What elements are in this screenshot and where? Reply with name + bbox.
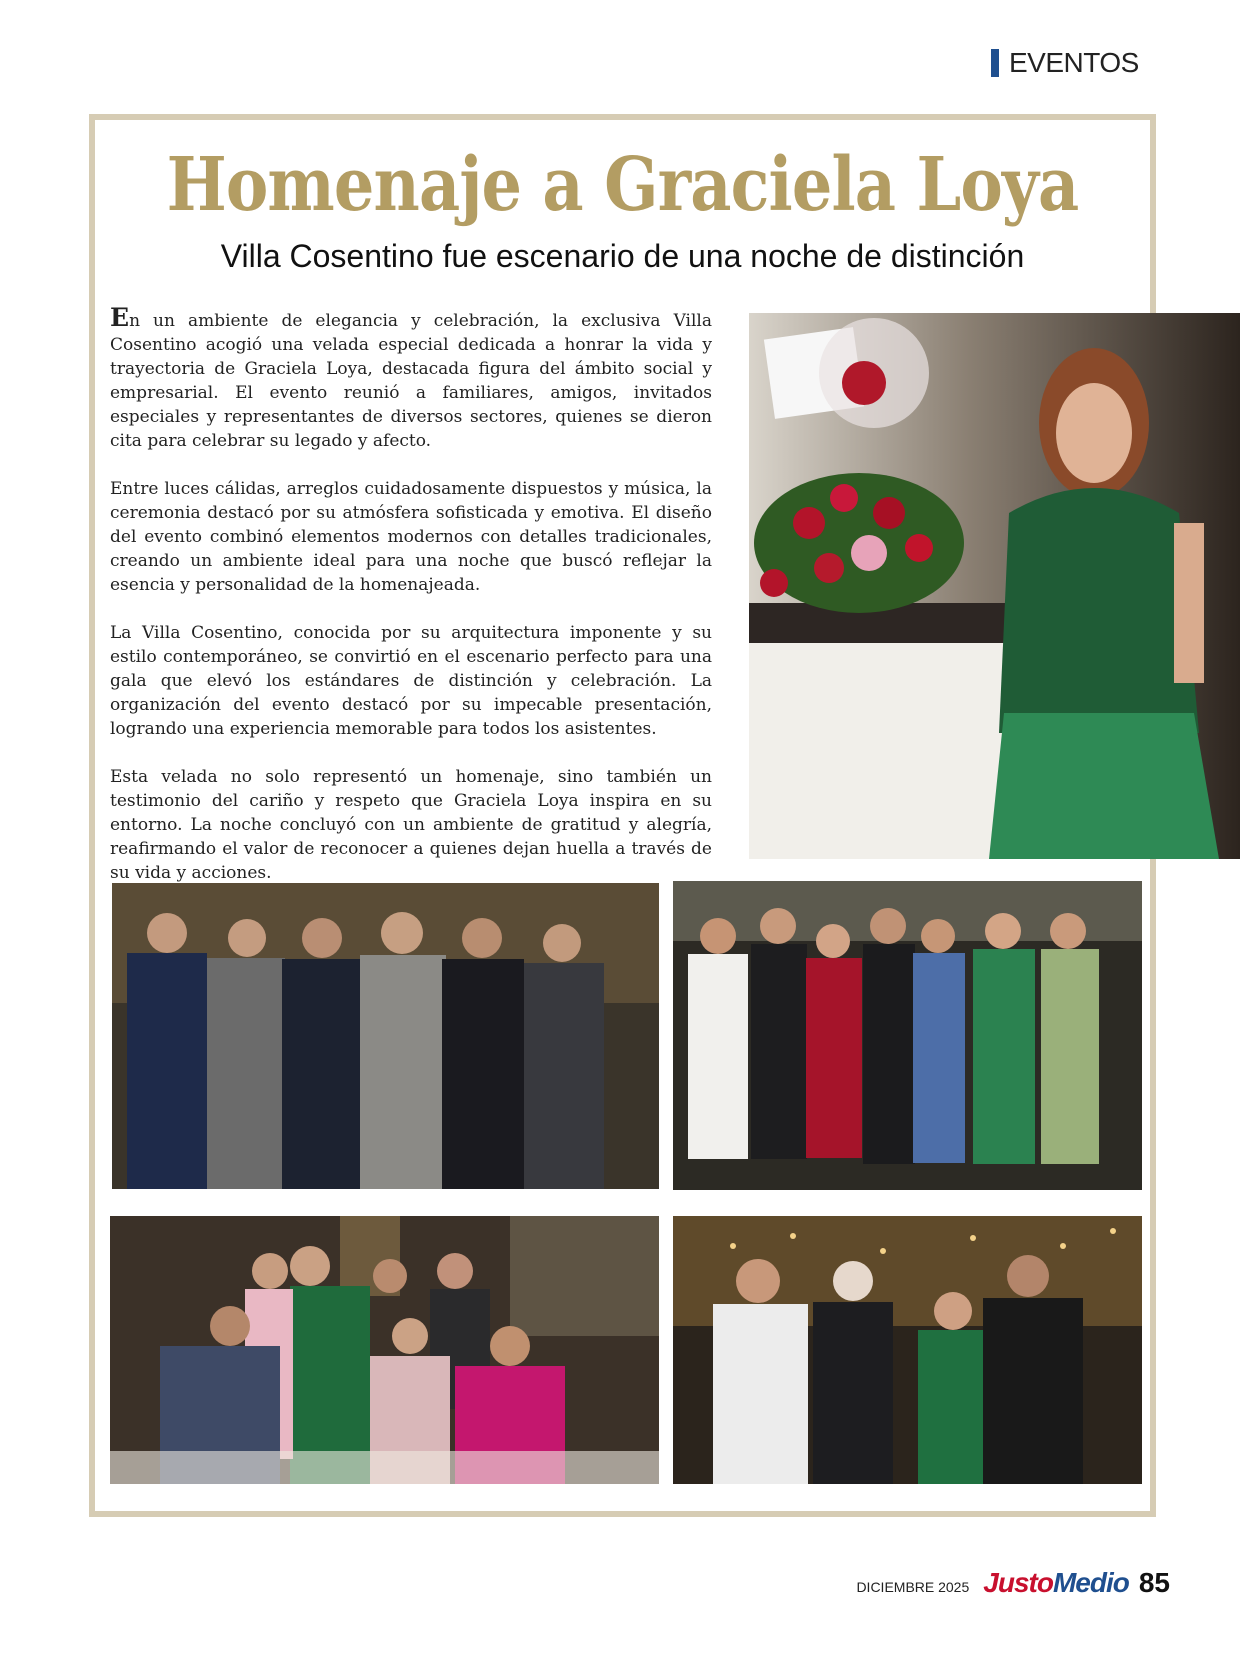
photo-honoree-portrait: [749, 313, 1240, 859]
page-footer: [856, 1567, 1170, 1599]
paragraph-1: [110, 303, 712, 453]
paragraph-4: Esta velada no solo representó un homenaje, sino también un testimonio del cariño y respeto que Graciela Loya inspira en su entorno. La noche concluyó con un ambiente de gratitud y alegría, reafirmando el valor de reconocer a quienes dejan huella a través de su vida y acciones.: [110, 767, 712, 883]
drop-cap: E: [110, 303, 130, 332]
logo-part-medio: Medio: [1052, 1567, 1129, 1598]
magazine-logo: [983, 1567, 1129, 1599]
paragraph-1-text: n un ambiente de elegancia y celebración, la exclusiva Villa Cosentino acogió una velada especial dedicada a honrar la vida y trayectoria de Graciela Loya, destacada figura del ámbito social y empresarial. El evento reunió a familiares, amigos, invitados especiales y representantes de diversos sectores, quienes se dieron cita para celebrar su legado y afecto.: [110, 311, 712, 451]
photo-group-men: [112, 883, 659, 1189]
paragraph-2: Entre luces cálidas, arreglos cuidadosamente dispuestos y música, la ceremonia destacó por su atmósfera sofisticada y emotiva. El diseño del evento combinó elementos modernos con detalles tradicionales, creando un ambiente ideal para una noche que buscó reflejar la esencia y personalidad de la homenajeada.: [110, 479, 712, 595]
section-tag: [991, 48, 1139, 78]
photo-toast: [673, 1216, 1142, 1484]
photo-group-women: [673, 881, 1142, 1190]
section-accent-bar: [991, 49, 999, 77]
article-subtitle: Villa Cosentino fue escenario de una noche de distinción: [220, 238, 1025, 274]
paragraph-3: La Villa Cosentino, conocida por su arquitectura imponente y su estilo contemporáneo, se convirtió en el escenario perfecto para una gala que elevó los estándares de distinción y celebración. La organización del evento destacó por su impecable presentación, logrando una experiencia memorable para todos los asistentes.: [110, 623, 712, 739]
article-title: Homenaje a Graciela Loya: [166, 142, 1079, 228]
issue-date: DICIEMBRE 2025: [856, 1579, 970, 1595]
logo-part-justo: Justo: [983, 1567, 1053, 1598]
page-number: 85: [1138, 1567, 1170, 1598]
article-body: [110, 303, 712, 909]
section-label: EVENTOS: [1009, 47, 1139, 78]
photo-table-guests: [110, 1216, 659, 1484]
